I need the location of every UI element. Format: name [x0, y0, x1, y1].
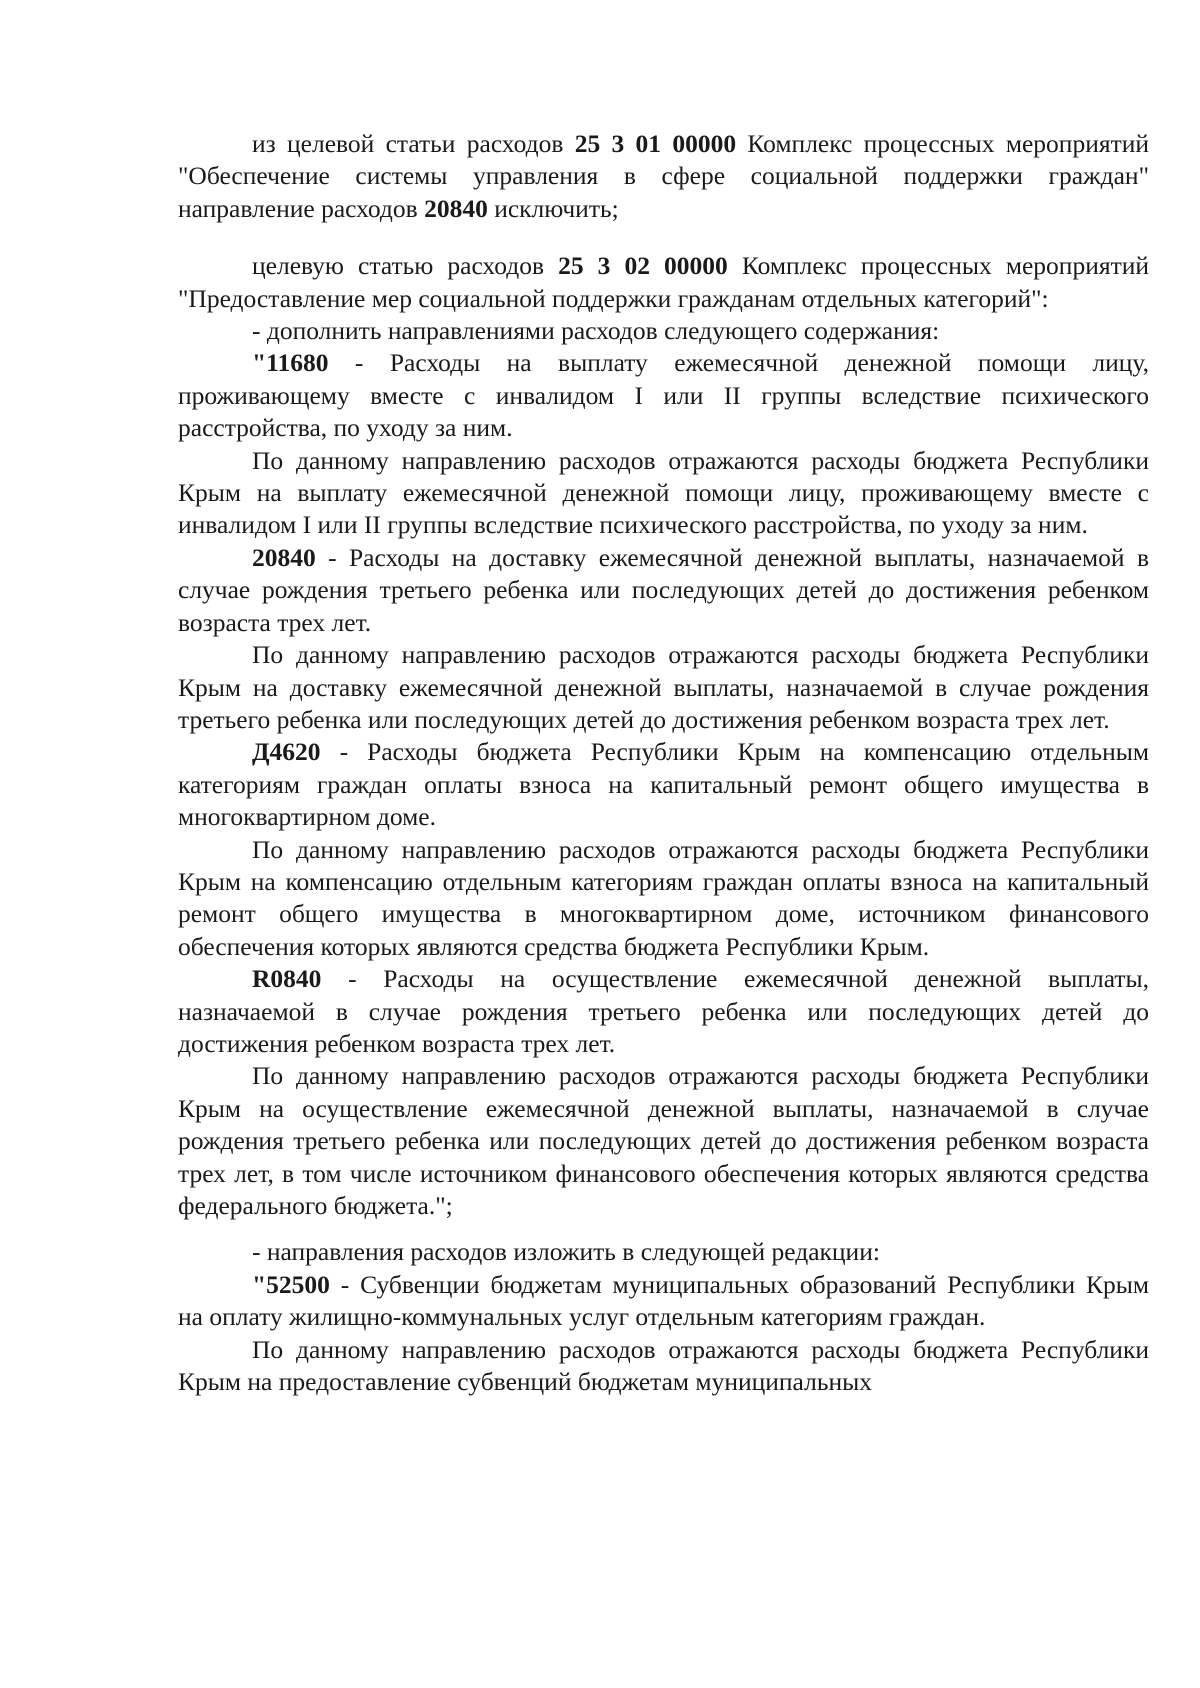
text-run: - дополнить направлениями расходов следующего содержания:	[252, 316, 940, 346]
budget-code: Д4620	[252, 737, 321, 767]
budget-code: 20840	[424, 193, 488, 223]
text-run: Комплекс процессных мероприятий "Предоставление мер социальной поддержки гражданам отдельных категорий":	[178, 251, 1150, 313]
text-run: - Расходы на осуществление ежемесячной денежной выплаты, назначаемой в случае рождения третьего ребенка или последующих детей до достижения ребенком возраста трех лет.	[178, 964, 1149, 1058]
paragraph-desc-11680	[178, 445, 1149, 542]
text-run: - Субвенции бюджетам муниципальных образований Республики Крым на оплату жилищно-коммунальных услуг отдельным категориям граждан.	[178, 1269, 1149, 1332]
budget-code: R0840	[252, 964, 322, 994]
text-run: По данному направлению расходов отражаются расходы бюджета Республики Крым на доставку ежемесячной денежной выплаты, назначаемой в случае рождения третьего ребенка или последующих детей до достижения ребенком возраста трех лет.	[178, 640, 1149, 734]
text-run: - Расходы на выплату ежемесячной денежной помощи лицу, проживающему вместе с инвалидом I или II группы вследствие психического расстройства, по уходу за ним.	[178, 348, 1149, 443]
paragraph-target-article	[178, 250, 1149, 315]
paragraph-add-directions	[178, 315, 1149, 347]
paragraph-code-r0840	[178, 963, 1149, 1060]
text-run: исключить;	[487, 193, 619, 223]
text-run: По данному направлению расходов отражаются расходы бюджета Республики Крым на компенсацию отдельным категориям граждан оплаты взноса на капитальный ремонт общего имущества в многоквартирном доме, источником финансового обеспечения которых являются средства бюджета Республики Крым.	[178, 834, 1149, 961]
paragraph-new-wording	[178, 1236, 1149, 1268]
budget-code: 25 3 01 00000	[574, 129, 737, 158]
text-run: - Расходы бюджета Республики Крым на компенсацию отдельным категориям граждан оплаты взноса на капитальный ремонт общего имущества в многоквартирном доме.	[178, 737, 1149, 832]
text-run: целевую статью расходов	[252, 251, 559, 281]
paragraph-desc-20840	[178, 639, 1149, 736]
text-run: Комплекс процессных мероприятий "Обеспечение системы управления в сфере социальной поддержки граждан" направление расходов	[178, 129, 1150, 223]
paragraph-code-11680	[178, 347, 1149, 444]
text-run: По данному направлению расходов отражаются расходы бюджета Республики Крым на предоставление субвенций бюджетам муниципальных	[178, 1334, 1149, 1397]
text-run: По данному направлению расходов отражаются расходы бюджета Республики Крым на осуществление ежемесячной денежной выплаты, назначаемой в случае рождения третьего ребенка или последующих детей до достижения ребенком возраста трех лет, в том числе источником финансового обеспечения которых являются средства федерального бюджета.";	[178, 1061, 1149, 1220]
budget-code: "52500	[252, 1269, 330, 1299]
paragraph-code-20840	[178, 542, 1149, 639]
budget-code: 20840	[252, 542, 316, 572]
budget-code: 25 3 02 00000	[558, 251, 728, 281]
paragraph-code-52500	[178, 1269, 1149, 1334]
paragraph-exclude-20840	[178, 128, 1149, 225]
text-run: - направления расходов изложить в следующей редакции:	[252, 1237, 880, 1267]
paragraph-desc-r0840	[178, 1060, 1149, 1222]
paragraph-desc-d4620	[178, 834, 1149, 964]
paragraph-code-d4620	[178, 736, 1149, 833]
budget-code: "11680	[252, 348, 329, 378]
text-run: По данному направлению расходов отражаются расходы бюджета Республики Крым на выплату ежемесячной денежной помощи лицу, проживающему вместе с инвалидом I или II группы вследствие психического расстройства, по уходу за ним.	[178, 445, 1149, 540]
text-run: из целевой статьи расходов	[252, 129, 575, 158]
paragraph-desc-52500	[178, 1334, 1149, 1399]
text-run: - Расходы на доставку ежемесячной денежной выплаты, назначаемой в случае рождения третьего ребенка или последующих детей до достижения ребенком возраста трех лет.	[178, 542, 1149, 637]
document-page	[178, 128, 1149, 1398]
